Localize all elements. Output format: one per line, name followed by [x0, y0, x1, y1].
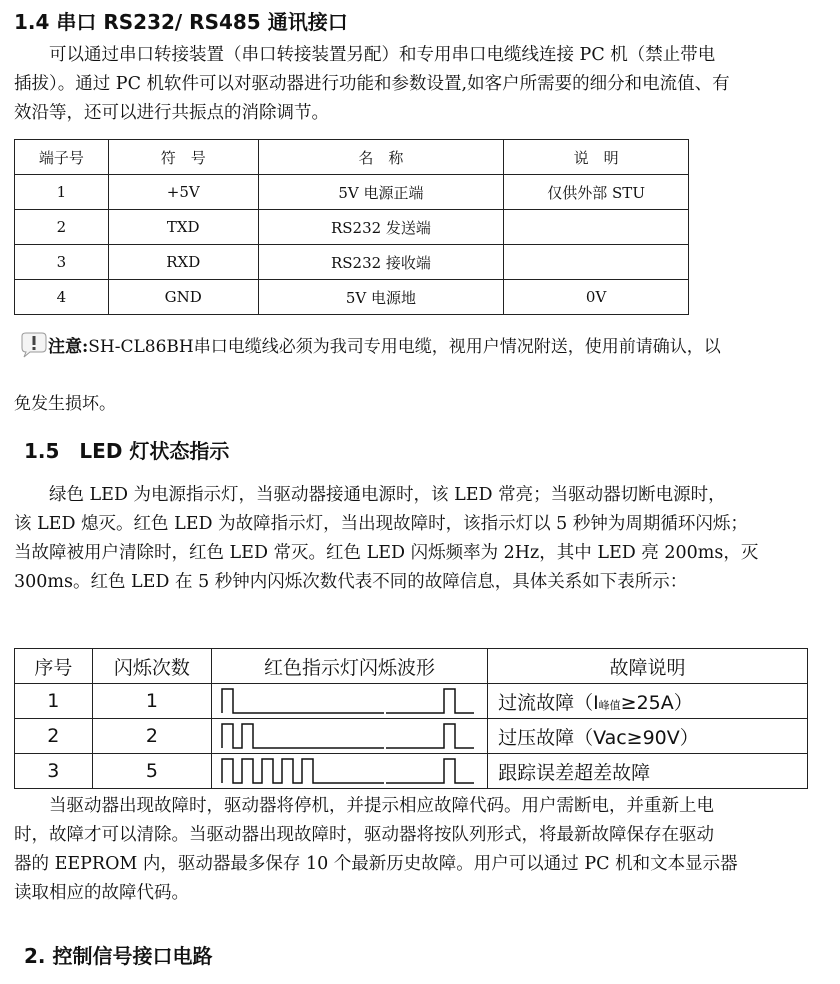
note-text: SH-CL86BH串口电缆线必须为我司专用电缆，视用户情况附送，使用前请确认，以 — [88, 337, 721, 357]
paragraph-line: 当故障被用户清除时，红色 LED 常灭。红色 LED 闪烁频率为 2Hz，其中 LED 亮 200ms，灭 — [14, 543, 759, 563]
table-cell: TXD — [108, 210, 258, 245]
table-cell: 5V 电源正端 — [258, 175, 504, 210]
table-cell: 2 — [15, 210, 109, 245]
table-row — [15, 754, 808, 789]
table-header-cell: 闪烁次数 — [92, 649, 211, 684]
paragraph-line: 读取相应的故障代码。 — [14, 883, 189, 903]
table-header-cell: 故障说明 — [488, 649, 808, 684]
paragraph-line: 该 LED 熄灭。红色 LED 为故障指示灯，当出现故障时，该指示灯以 5 秒钟为周期循环闪烁； — [14, 514, 748, 534]
blink-waveform-svg — [212, 684, 487, 718]
table-header-row — [15, 649, 808, 684]
section-title-rs232: 1.4 串口 RS232/ RS485 通讯接口 — [14, 10, 348, 34]
table-cell — [488, 754, 808, 789]
table-header-cell: 名 称 — [258, 140, 504, 175]
table-cell: RXD — [108, 245, 258, 280]
fault-desc-tail: ≥25A） — [620, 691, 693, 714]
paragraph-line: 绿色 LED 为电源指示灯，当驱动器接通电源时，该 LED 常亮；当驱动器切断电源时， — [14, 485, 726, 505]
table-row — [15, 175, 689, 210]
table-cell — [488, 684, 808, 719]
paragraph-line: 当驱动器出现故障时，驱动器将停机，并提示相应故障代码。用户需断电，并重新上电 — [14, 796, 714, 816]
table-cell: 3 — [15, 245, 109, 280]
blink-waveform-svg — [212, 719, 487, 753]
table-row — [15, 684, 808, 719]
table-cell: 1 — [15, 175, 109, 210]
fault-desc: 跟踪误差超差故障 — [498, 761, 651, 784]
table-cell — [488, 719, 808, 754]
fault-desc-sub: 峰值 — [598, 698, 621, 712]
note-label: 注意: — [48, 337, 89, 357]
table-header-row — [15, 140, 689, 175]
led-paragraph — [14, 481, 814, 597]
table-cell: +5V — [108, 175, 258, 210]
table-cell: 2 — [92, 719, 211, 754]
table-header-cell: 说 明 — [504, 140, 689, 175]
blink-waveform-svg — [212, 754, 487, 788]
blink-waveform — [212, 684, 488, 719]
table-header-cell: 序号 — [15, 649, 93, 684]
warning-note-icon — [18, 332, 48, 363]
waveform-trace — [222, 689, 474, 713]
table-header-cell: 端子号 — [15, 140, 109, 175]
paragraph-line: 300ms。红色 LED 在 5 秒钟内闪烁次数代表不同的故障信息，具体关系如下表所示： — [14, 572, 688, 592]
table-cell: GND — [108, 280, 258, 315]
table-cell: 5 — [92, 754, 211, 789]
table-cell: 1 — [92, 684, 211, 719]
table-row — [15, 719, 808, 754]
table-cell: RS232 接收端 — [258, 245, 504, 280]
table-row — [15, 245, 689, 280]
table-header-cell: 符 号 — [108, 140, 258, 175]
paragraph-line: 效沿等，还可以进行共振点的消除调节。 — [14, 103, 329, 123]
table-cell: 1 — [15, 684, 93, 719]
table-row — [15, 280, 689, 315]
blink-waveform — [212, 754, 488, 789]
paragraph-line: 器的 EEPROM 内，驱动器最多保存 10 个最新历史故障。用户可以通过 PC 机和文本显示器 — [14, 854, 738, 874]
table-cell — [504, 210, 689, 245]
section-title-control-signal: 2. 控制信号接口电路 — [24, 944, 213, 968]
table-cell: RS232 发送端 — [258, 210, 504, 245]
waveform-trace — [222, 759, 474, 783]
table-header-cell: 红色指示灯闪烁波形 — [212, 649, 488, 684]
fault-paragraph — [14, 792, 814, 908]
fault-table — [14, 648, 808, 789]
note-line — [18, 332, 721, 363]
fault-desc: 过压故障（Vac≥90V） — [498, 726, 699, 749]
paragraph-line: 时，故障才可以清除。当驱动器出现故障时，驱动器将按队列形式，将最新故障保存在驱动 — [14, 825, 714, 845]
table-cell: 3 — [15, 754, 93, 789]
paragraph-line: 插拔）。通过 PC 机软件可以对驱动器进行功能和参数设置,如客户所需要的细分和电流值、有 — [14, 74, 730, 94]
table-cell — [504, 245, 689, 280]
blink-waveform — [212, 719, 488, 754]
rs232-paragraph — [14, 41, 814, 128]
waveform-trace — [222, 724, 474, 748]
table-cell: 仅供外部 STU — [504, 175, 689, 210]
note-text-continued: 免发生损坏。 — [14, 394, 116, 414]
table-cell: 2 — [15, 719, 93, 754]
section-title-led: 1.5 LED 灯状态指示 — [24, 439, 230, 463]
paragraph-line: 可以通过串口转接装置（串口转接装置另配）和专用串口电缆线连接 PC 机（禁止带电 — [14, 45, 716, 65]
table-cell: 4 — [15, 280, 109, 315]
table-cell: 0V — [504, 280, 689, 315]
port-table — [14, 139, 689, 315]
table-row — [15, 210, 689, 245]
fault-desc: 过流故障（I — [498, 691, 599, 714]
table-cell: 5V 电源地 — [258, 280, 504, 315]
